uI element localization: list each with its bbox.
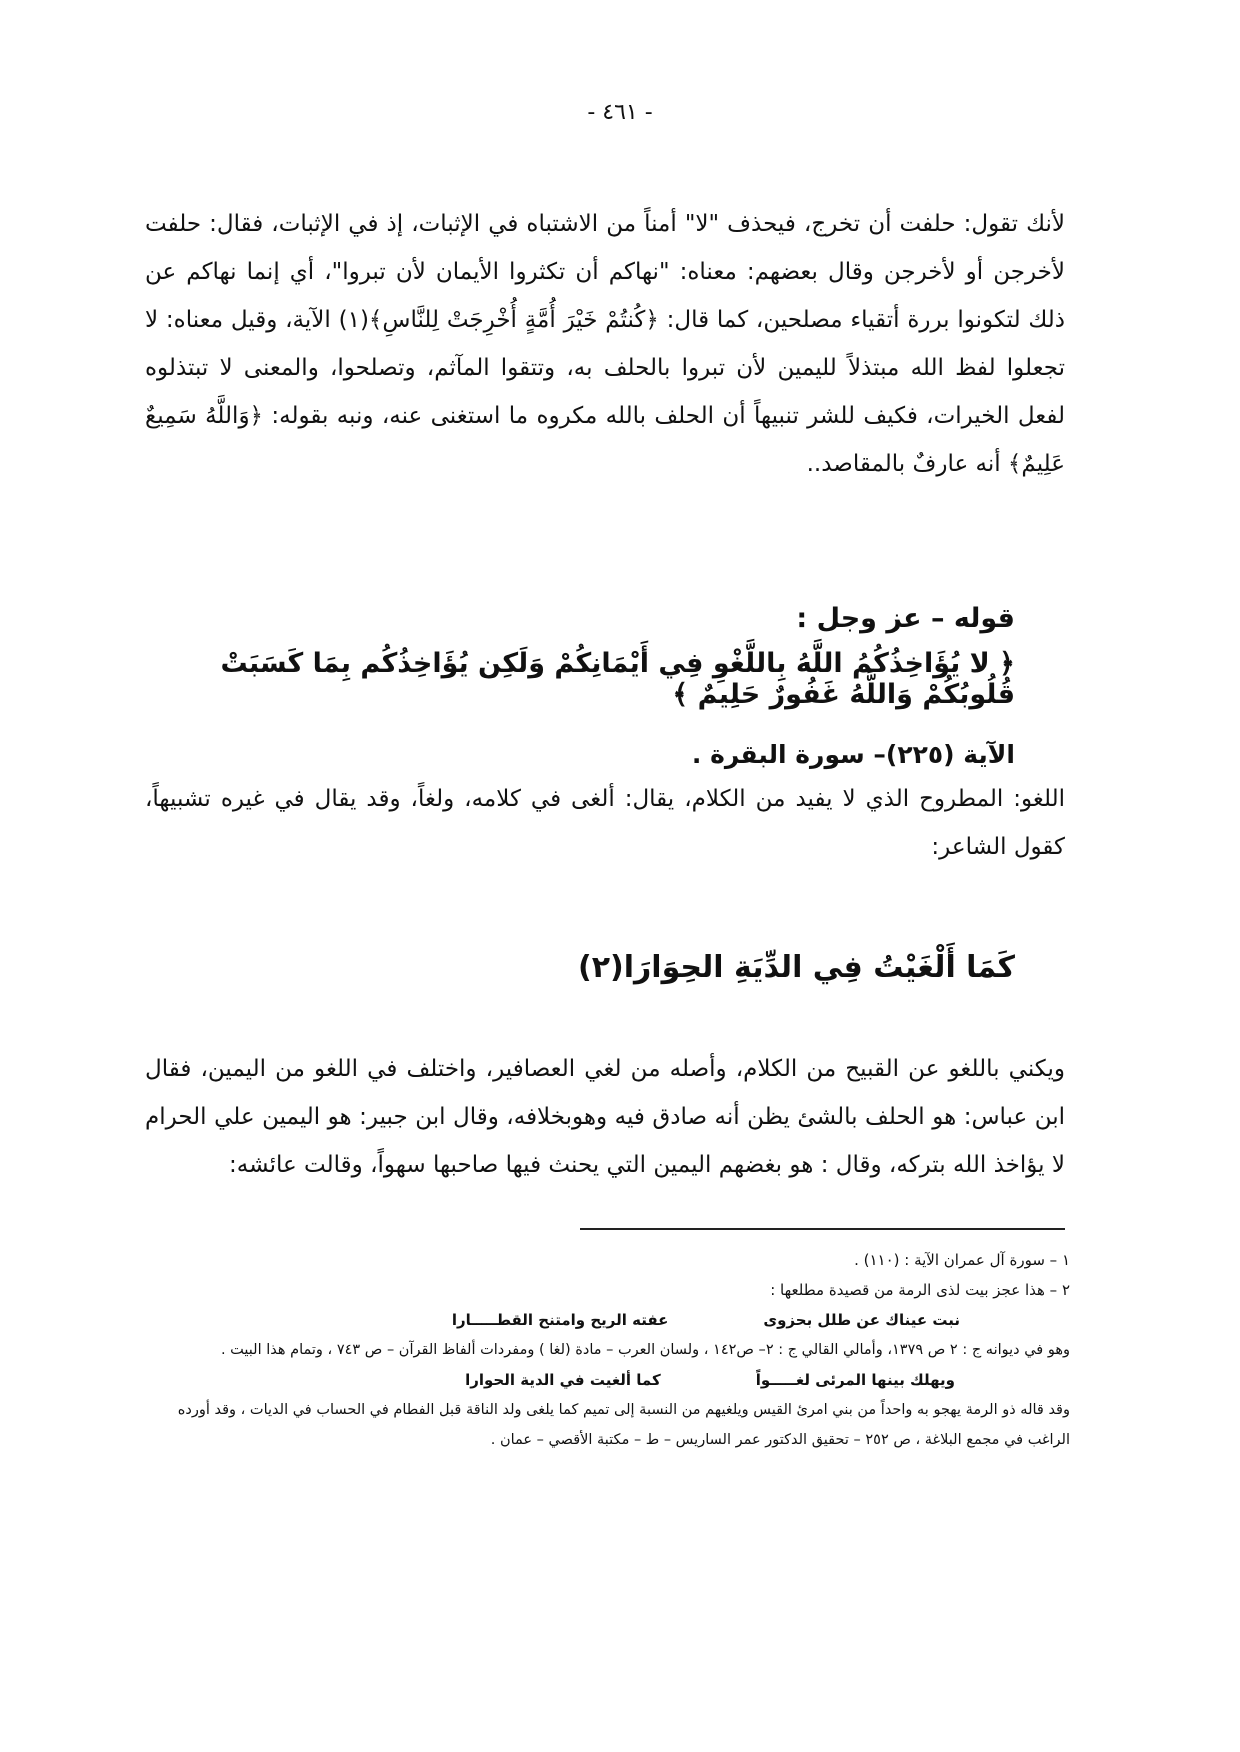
paragraph-3: ويكني باللغو عن القبيح من الكلام، وأصله من لغي العصافير، واختلف في اللغو من اليمين، فقال ابن عباس: هو الحلف بالشئ يظن أنه صادق فيه وهوبخلافه، وقال ابن جبير: هو اليمين علي الحرام لا يؤاخذ الله بتركه، وقال : هو بغضهم اليمين التي يحنث فيها صاحبها سهواً، وقالت عائشه: [145,1056,1065,1178]
verse-hemistich-left: كما ألغيت في الدية الحوارا [465,1371,661,1389]
footnote-verse-2 [140,1365,1070,1395]
footnote-2-note: وقد قاله ذو الرمة يهجو به واحداً من بني امرئ القيس ويلغيهم من النسبة إلى تميم كما يلغى ولد الناقة قبل الفطام في الحساب في الديات ، وقد أورده الراغب في مجمع البلاغة ، ص ٢٥٢ – تحقيق الدكتور عمر الساريس – ط – مكتبة الأقصي – عمان . [177,1402,1070,1448]
page-number: - ٤٦١ - [587,100,653,125]
footnote-verse-1 [140,1305,1070,1335]
quran-verse: ﴿ لا يُؤَاخِذُكُمُ اللَّهُ بِاللَّغْوِ فِي أَيْمَانِكُمْ وَلَكِن يُؤَاخِذُكُم بِمَا كَسَبَتْ قُلُوبُكُمْ وَاللَّهُ غَفُورٌ حَلِيمٌ ﴾ [220,648,1015,710]
verse-reference: الآية (٢٢٥)– سورة البقرة . [691,740,1015,769]
footnotes [140,1245,1070,1455]
verse-hemistich-right: ويهلك بينها المرئى لغـــــواً [755,1371,955,1389]
footnote-1: ١ – سورة آل عمران الآية : (١١٠) . [854,1251,1070,1269]
verse-hemistich-right: نبت عيناك عن طلل بحزوى [763,1311,960,1329]
paragraph-1: لأنك تقول: حلفت أن تخرج، فيحذف "لا" أمناً من الاشتباه في الإثبات، إذ في الإثبات، فقال: حلفت لأخرجن أو لأخرجن وقال بعضهم: معناه: "نهاكم أن تكثروا الأيمان لأن تبروا"، أي إنما نهاكم عن ذلك لتكونوا بررة أتقياء مصلحين، كما قال: ﴿كُنتُمْ خَيْرَ أُمَّةٍ أُخْرِجَتْ لِلنَّاسِ﴾(١) الآية، وقيل معناه: لا تجعلوا لفظ الله مبتذلاً لليمين لأن تبروا بالحلف به، وتتقوا المآثم، وتصلحوا، والمعنى لا تبتذلوه لفعل الخيرات، فكيف للشر تنبيهاً أن الحلف بالله مكروه ما استغنى عنه، ونبه بقوله: ﴿وَاللَّهُ سَمِيعٌ عَلِيمٌ﴾ أنه عارفٌ بالمقاصد.. [145,211,1066,477]
verse-hemistich-left: عفته الريح وامتنح القطـــــارا [451,1311,669,1329]
poetry-line: كَمَا أَلْغَيْتُ فِي الدِّيَةِ الحِوَارَا(٢) [578,950,1015,985]
section-heading: قوله – عز وجل : [796,603,1015,634]
footnote-2-source: وهو في ديوانه ج : ٢ ص ١٣٧٩، وأمالي القالي ج : ٢– ص١٤٢ ، ولسان العرب – مادة (لغا ) ومفردات ألفاظ القرآن – ص ٧٤٣ ، وتمام هذا البيت . [220,1342,1070,1358]
paragraph-2: اللغو: المطروح الذي لا يفيد من الكلام، يقال: ألغى في كلامه، ولغاً، وقد يقال في غيره تشبيهاً، كقول الشاعر: [145,786,1065,860]
footnote-2: ٢ – هذا عجز بيت لذى الرمة من قصيدة مطلعها : [770,1281,1070,1299]
footnote-divider [580,1228,1065,1230]
